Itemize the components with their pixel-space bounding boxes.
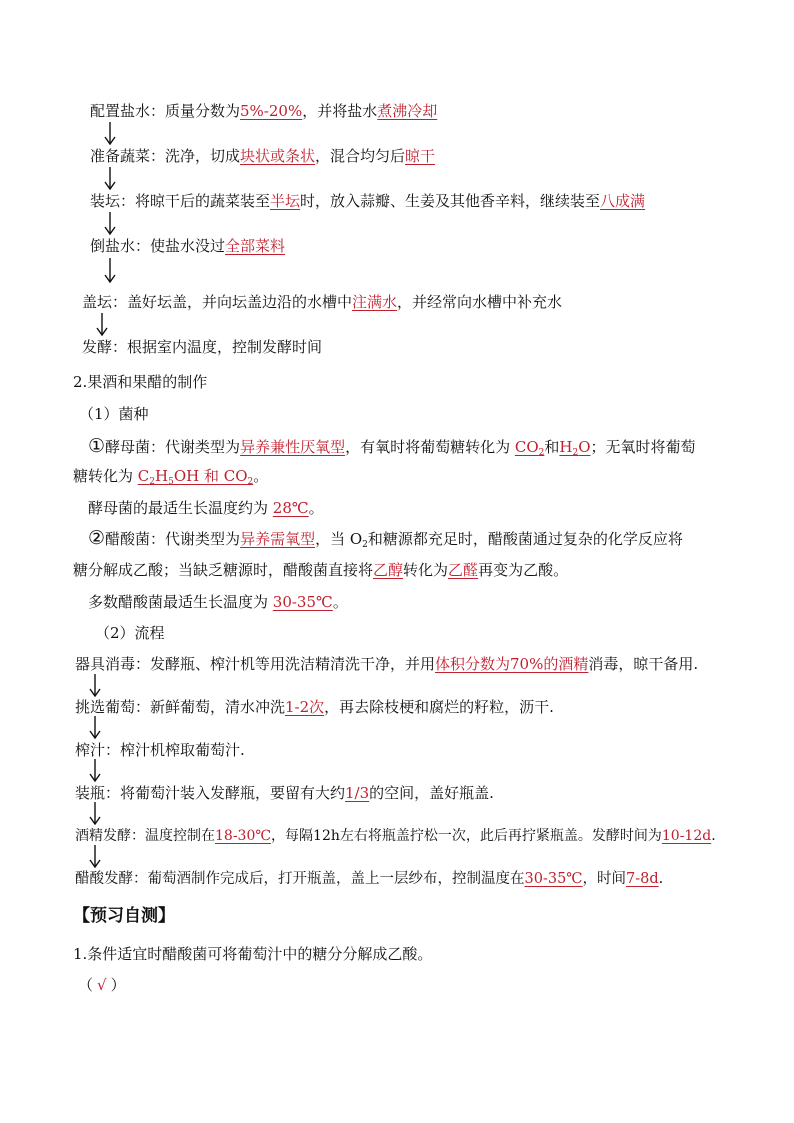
down-arrow-icon xyxy=(102,212,118,236)
down-arrow-icon xyxy=(87,759,103,783)
down-arrow-icon xyxy=(102,167,118,191)
answer-blank: 块状或条状 xyxy=(240,147,316,165)
answer-blank: 乙醇 xyxy=(373,561,404,579)
answer-blank: 1/3 xyxy=(345,784,370,802)
flow-step-select-grapes: 挑选葡萄：新鲜葡萄，清水冲洗1-2次，再去除枝梗和腐烂的籽粒，沥干. xyxy=(75,698,554,716)
yeast-temperature: 酵母菌的最适生长温度约为 28℃。 xyxy=(88,499,324,517)
down-arrow-icon xyxy=(87,845,103,869)
down-arrow-icon xyxy=(102,258,118,282)
acetobacter-line-2: 糖分解成乙酸；当缺乏糖源时，醋酸菌直接将乙醇转化为乙醛再变为乙酸。 xyxy=(73,561,569,579)
circled-number: ② xyxy=(88,527,106,549)
answer-blank: 30-35℃ xyxy=(524,871,583,887)
flow-step-sterilize: 器具消毒：发酵瓶、榨汁机等用洗洁精清洗干净，并用体积分数为70%的酒精消毒，晾干备用. xyxy=(75,655,699,673)
answer-blank: 1-2次 xyxy=(285,698,325,716)
preview-heading: 【预习自测】 xyxy=(73,906,175,926)
answer-blank: 28℃ xyxy=(272,499,309,517)
kimchi-step-seal: 盖坛：盖好坛盖，并向坛盖边沿的水槽中注满水，并经常向水槽中补充水 xyxy=(82,293,563,311)
acetobacter-temperature: 多数醋酸菌最适生长温度为 30-35℃。 xyxy=(88,593,348,611)
answer-blank: $C_2H_5OH$ 和 $CO_2$ xyxy=(137,467,254,487)
flow-step-acetic-fermentation: 醋酸发酵：葡萄酒制作完成后，打开瓶盖，盖上一层纱布，控制温度在30-35℃，时间7-8d. xyxy=(75,871,664,887)
acetobacter-line-1: ②醋酸菌：代谢类型为异养需氧型，当 $O_2$和糖源都充足时，醋酸菌通过复杂的化学反应将 xyxy=(88,527,683,550)
down-arrow-icon xyxy=(87,716,103,740)
answer-blank: 乙醛 xyxy=(448,561,479,579)
flow-step-juice: 榨汁：榨汁机榨取葡萄汁. xyxy=(75,741,245,759)
subsection-strains: （1）菌种 xyxy=(79,405,149,423)
answer-blank: 注满水 xyxy=(352,293,398,311)
kimchi-step-pour-brine: 倒盐水：使盐水没过全部菜料 xyxy=(90,237,286,255)
kimchi-step-jar: 装坛：将晾干后的蔬菜装至半坛时，放入蒜瓣、生姜及其他香辛料，继续装至八成满 xyxy=(90,192,646,210)
flow-step-alcohol-fermentation: 酒精发酵：温度控制在18-30℃，每隔12h左右将瓶盖拧松一次，此后再拧紧瓶盖。发酵时间为10-12d. xyxy=(75,828,716,844)
answer-blank: 体积分数为70%的酒精 xyxy=(435,655,589,673)
section-title: 2.果酒和果醋的制作 xyxy=(73,373,208,391)
answer-blank: 异养兼性厌氧型 xyxy=(240,438,346,456)
kimchi-step-vegetables: 准备蔬菜：洗净，切成块状或条状，混合均匀后晾干 xyxy=(90,147,436,165)
circled-number: ① xyxy=(88,435,106,457)
subsection-process: （2）流程 xyxy=(95,624,165,642)
answer-blank: 10-12d xyxy=(661,828,712,844)
answer-blank: $H_2O$ xyxy=(559,438,591,458)
answer-blank: 晾干 xyxy=(405,147,436,165)
answer-blank: 5%-20% xyxy=(240,102,303,120)
down-arrow-icon xyxy=(87,674,103,698)
answer-blank: 八成满 xyxy=(600,192,646,210)
answer-blank: $CO_2$ xyxy=(514,438,545,458)
answer-blank: 30-35℃ xyxy=(272,593,333,611)
answer-blank: 18-30℃ xyxy=(215,828,272,844)
question-1-answer: （ √ ） xyxy=(78,976,126,994)
kimchi-step-ferment: 发酵：根据室内温度，控制发酵时间 xyxy=(82,338,323,356)
down-arrow-icon xyxy=(87,802,103,826)
question-1: 1.条件适宜时醋酸菌可将葡萄汁中的糖分分解成乙酸。 xyxy=(73,945,433,963)
answer-blank: 异养需氧型 xyxy=(240,530,316,548)
answer-blank: 全部菜料 xyxy=(225,237,286,255)
down-arrow-icon xyxy=(94,313,110,337)
answer-blank: 7-8d xyxy=(626,871,659,887)
check-mark-icon: √ xyxy=(97,976,107,994)
down-arrow-icon xyxy=(102,122,118,146)
answer-blank: 半坛 xyxy=(270,192,301,210)
answer-blank: 煮沸冷却 xyxy=(377,102,438,120)
kimchi-step-brine: 配置盐水：质量分数为5%-20%，并将盐水煮沸冷却 xyxy=(90,102,438,120)
flow-step-bottle: 装瓶：将葡萄汁装入发酵瓶，要留有大约1/3的空间，盖好瓶盖. xyxy=(75,784,494,802)
yeast-line-2: 糖转化为 $C_2H_5OH$ 和 $CO_2$。 xyxy=(73,467,269,487)
yeast-line-1: ①酵母菌：代谢类型为异养兼性厌氧型，有氧时将葡萄糖转化为 $CO_2$和$H_2O$；无氧时将葡萄 xyxy=(88,435,696,458)
